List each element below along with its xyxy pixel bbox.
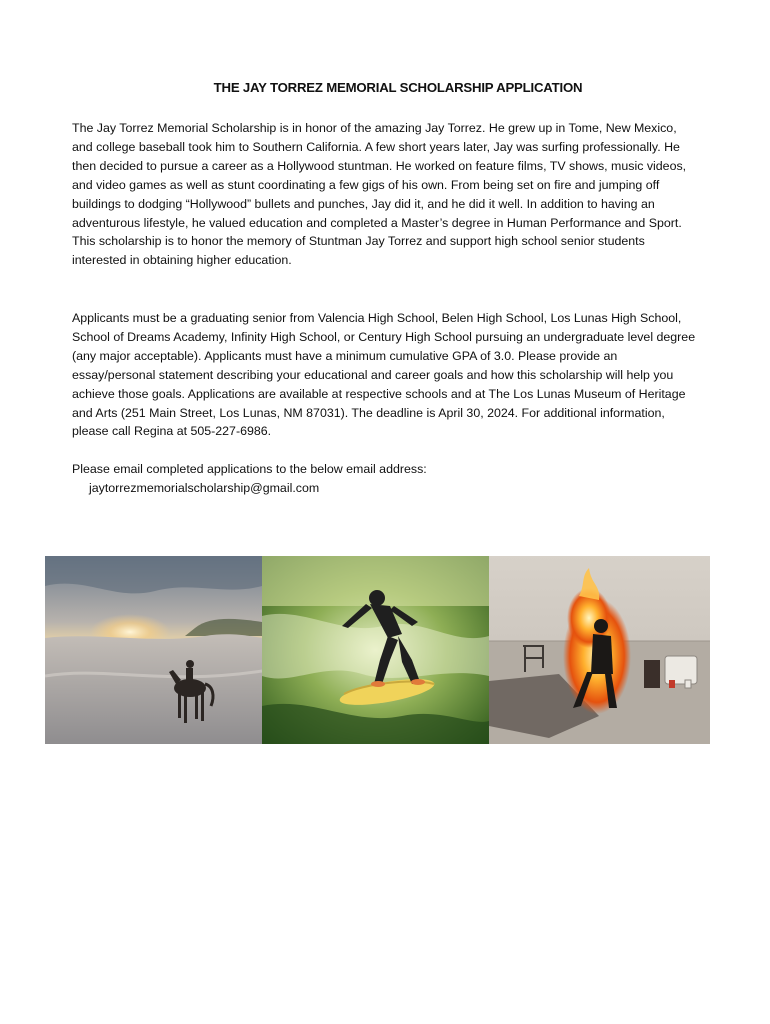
photo-horse-rider [45,556,262,744]
email-address: jaytorrezmemorialscholarship@gmail.com [89,480,320,495]
photo-surfer [262,556,489,744]
email-instruction: Please email completed applications to the below email address: [72,462,427,476]
intro-paragraph: The Jay Torrez Memorial Scholarship is in honor of the amazing Jay Torrez. He grew up in Tome, New Mexico, and college baseball took him to Southern California. A few short years later, Jay was surfing professionally. He then decided to pursue a career as a Hollywood stuntman. He worked on feature films, TV shows, music videos, and video games as well as stunt coordinating a few gigs of his own. From being set on fire and jumping off buildings to dodging “Hollywood” bullets and punches, Jay did it, and he did it well. In addition to having an adventurous lifestyle, he valued education and completed a Master’s degree in Human Performance and Sport. This scholarship is to honor the memory of Stuntman Jay Torrez and support high school senior students interested in obtaining higher education. [72,121,687,268]
email-paragraph [72,460,697,498]
eligibility-paragraph: Applicants must be a graduating senior from Valencia High School, Belen High School, Los Lunas High School, School of Dreams Academy, Infinity High School, or Century High School pursuing an undergraduate level degree (any major acceptable). Applicants must have a minimum cumulative GPA of 3.0. Please provide an essay/personal statement describing your educational and career goals and how this scholarship will help you achieve those goals. Applications are available at respective schools and at The Los Lunas Museum of Heritage and Arts (251 Main Street, Los Lunas, NM 87031). The deadline is April 30, 2024. For additional information, please call Regina at 505-227-6986. [72,311,696,439]
photo-strip [45,556,710,744]
document-title: THE JAY TORREZ MEMORIAL SCHOLARSHIP APPLICATION [213,80,583,95]
photo-fire-stunt [489,556,710,744]
